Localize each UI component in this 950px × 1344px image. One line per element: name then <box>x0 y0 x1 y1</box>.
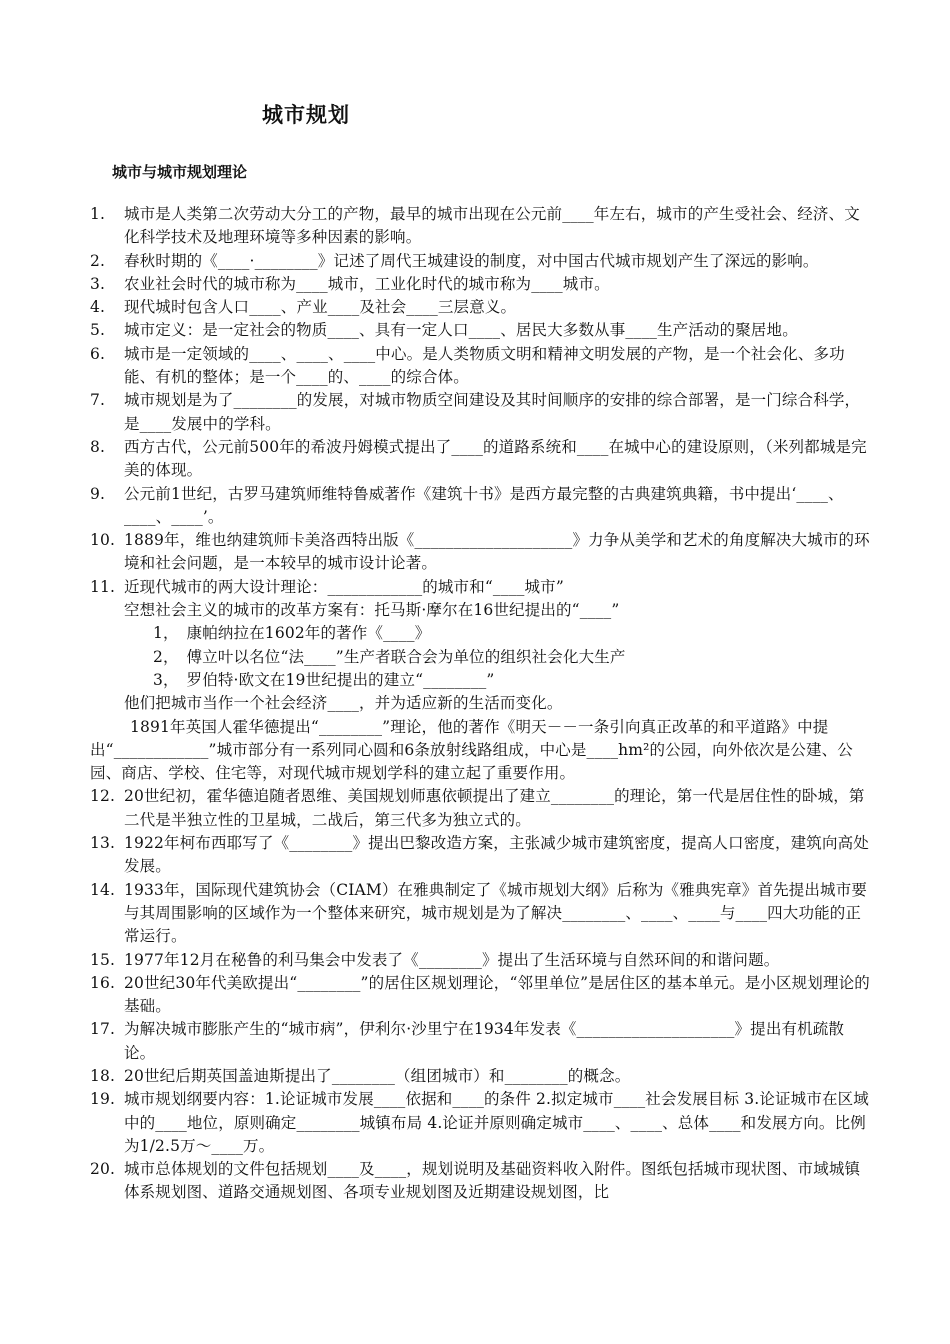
item-text: 1922年柯布西耶写了《________》提出巴黎改造方案，主张减少城市建筑密度，提高人口密度，建筑向高处发展。 <box>124 834 869 876</box>
item-text: 20世纪后期英国盖迪斯提出了________（组团城市）和________的概念。 <box>124 1066 631 1085</box>
list-item <box>90 319 872 342</box>
item-text: 为解决城市膨胀产生的“城市病”，伊利尔·沙里宁在1934年发表《____________________》提出有机疏散论。 <box>124 1020 845 1062</box>
item-number: 11. <box>90 577 116 596</box>
item-text: 1933年，国际现代建筑协会（CIAM）在雅典制定了《城市规划大纲》后称为《雅典宪章》首先提出城市要与其周围影响的区域作为一个整体来研究，城市规划是为了解决________、____、____与____四大功能的正常运行。 <box>124 880 867 946</box>
sub-line: 空想社会主义的城市的改革方案有：托马斯·摩尔在16世纪提出的“____” <box>124 601 620 620</box>
item-number: 1. <box>90 205 106 223</box>
list-item <box>90 785 872 832</box>
item-number: 5. <box>90 321 106 340</box>
list-item <box>90 436 872 483</box>
item-number: 18. <box>90 1066 116 1085</box>
item-text: 城市定义：是一定社会的物质____、具有一定人口____、居民大多数从事____生产活动的聚居地。 <box>124 321 798 340</box>
list-item <box>90 296 872 319</box>
item-text: 农业社会时代的城市称为____城市，工业化时代的城市称为____城市。 <box>124 274 610 293</box>
list-item <box>90 1088 872 1158</box>
list-item <box>90 576 872 716</box>
item-number: 9. <box>90 484 106 503</box>
sub-line: 3， 罗伯特·欧文在19世纪提出的建立“________” <box>153 670 495 689</box>
item-number: 6. <box>90 344 106 363</box>
section-heading: 城市与城市规划理论 <box>112 163 248 181</box>
item-number: 10. <box>90 531 116 550</box>
list-item <box>90 343 872 390</box>
list-item <box>90 203 872 250</box>
item-text: 1889年，维也纳建筑师卡美洛西特出版《____________________》力争从美学和艺术的角度解决大城市的环境和社会问题，是一本较早的城市设计论著。 <box>124 531 870 573</box>
item-number: 2. <box>90 251 106 270</box>
item-text: 城市规划纲要内容：1.论证城市发展____依据和____的条件 2.拟定城市____社会发展目标 3.论证城市在区域中的____地位，原则确定________城镇布局 4.论证并原则确定城市____、____、总体____和发展方向。比例为1/2.5万～____万。 <box>124 1090 869 1155</box>
document-title: 城市规划 <box>262 103 350 127</box>
item-number: 8. <box>90 437 106 456</box>
item-text: 城市是一定领域的____、____、____中心。是人类物质文明和精神文明发展的产物，是一个社会化、多功能、有机的整体；是一个____的、____的综合体。 <box>124 344 845 387</box>
list-item <box>90 1158 872 1205</box>
item-number: 19. <box>90 1090 116 1109</box>
item-number: 13. <box>90 834 116 853</box>
item-number: 15. <box>90 950 116 969</box>
list-item <box>90 879 872 949</box>
list-item <box>90 1018 872 1065</box>
item-number: 3. <box>90 274 106 293</box>
item-text: 20世纪初，霍华德追随者恩维、美国规划师惠依顿提出了建立________的理论，第一代是居住性的卧城，第二代是半独立性的卫星城，二战后，第三代多为独立式的。 <box>124 787 865 829</box>
item-text: 公元前1世纪，古罗马建筑师维特鲁威著作《建筑十书》是西方最完整的古典建筑典籍，书中提出‘____、____、____’。 <box>124 484 844 526</box>
list-item <box>90 529 872 576</box>
item-number: 20. <box>90 1160 116 1179</box>
item-text: 西方古代，公元前500年的希波丹姆模式提出了____的道路系统和____在城中心的建设原则，（米列都城是完美的体现。 <box>124 437 867 480</box>
list-item <box>90 250 872 273</box>
item-number: 12. <box>90 787 116 806</box>
item-text: 20世纪30年代美欧提出“________”的居住区规划理论，“邻里单位”是居住区的基本单元。是小区规划理论的基础。 <box>124 973 870 1016</box>
item-number: 7. <box>90 391 106 410</box>
sub-line: 2， 傅立叶以名位“法____”生产者联合会为单位的组织社会化大生产 <box>153 647 626 666</box>
item-text: 城市规划是为了________的发展，对城市物质空间建设及其时间顺序的安排的综合部署，是一门综合科学，是____发展中的学科。 <box>124 391 861 433</box>
item-text: 近现代城市的两大设计理论：____________的城市和“____城市” <box>124 577 564 596</box>
list-item <box>90 389 872 436</box>
item-number: 14. <box>90 880 116 899</box>
item-number: 4. <box>90 298 106 317</box>
list-item <box>90 972 872 1019</box>
item-text: 现代城时包含人口____、产业____及社会____三层意义。 <box>124 298 517 317</box>
list-item <box>90 1065 872 1088</box>
sub-line: 1， 康帕纳拉在1602年的著作《____》 <box>153 624 431 643</box>
item-number: 16. <box>90 973 116 992</box>
item-text: 1977年12月在秘鲁的利马集会中发表了《________》提出了生活环境与自然环间的和谐问题。 <box>124 950 780 969</box>
item-text: 城市总体规划的文件包括规划____及____，规划说明及基础资料收入附件。图纸包括城市现状图、市域城镇体系规划图、道路交通规划图、各项专业规划图及近期建设规划图，比 <box>124 1160 861 1202</box>
list-item <box>90 832 872 879</box>
question-list <box>90 203 872 1205</box>
item-number: 17. <box>90 1020 116 1039</box>
list-item <box>90 949 872 972</box>
paragraph: 1891年英国人霍华德提出“________”理论，他的著作《明天－－一条引向真正改革的和平道路》中提出“____________”城市部分有一系列同心圆和6条放射线路组成，中心是____hm²的公园，向外依次是公建、公园、商店、学校、住宅等，对现代城市规划学科的建立起了重要作用。 <box>90 717 853 783</box>
list-item <box>90 273 872 296</box>
sub-line: 他们把城市当作一个社会经济____，并为适应新的生活而变化。 <box>124 694 563 713</box>
list-item <box>90 483 872 530</box>
item-text: 城市是人类第二次劳动大分工的产物，最早的城市出现在公元前____年左右，城市的产生受社会、经济、文化科学技术及地理环境等多种因素的影响。 <box>124 205 860 247</box>
item-text: 春秋时期的《____·________》记述了周代王城建设的制度，对中国古代城市规划产生了深远的影响。 <box>124 251 819 270</box>
